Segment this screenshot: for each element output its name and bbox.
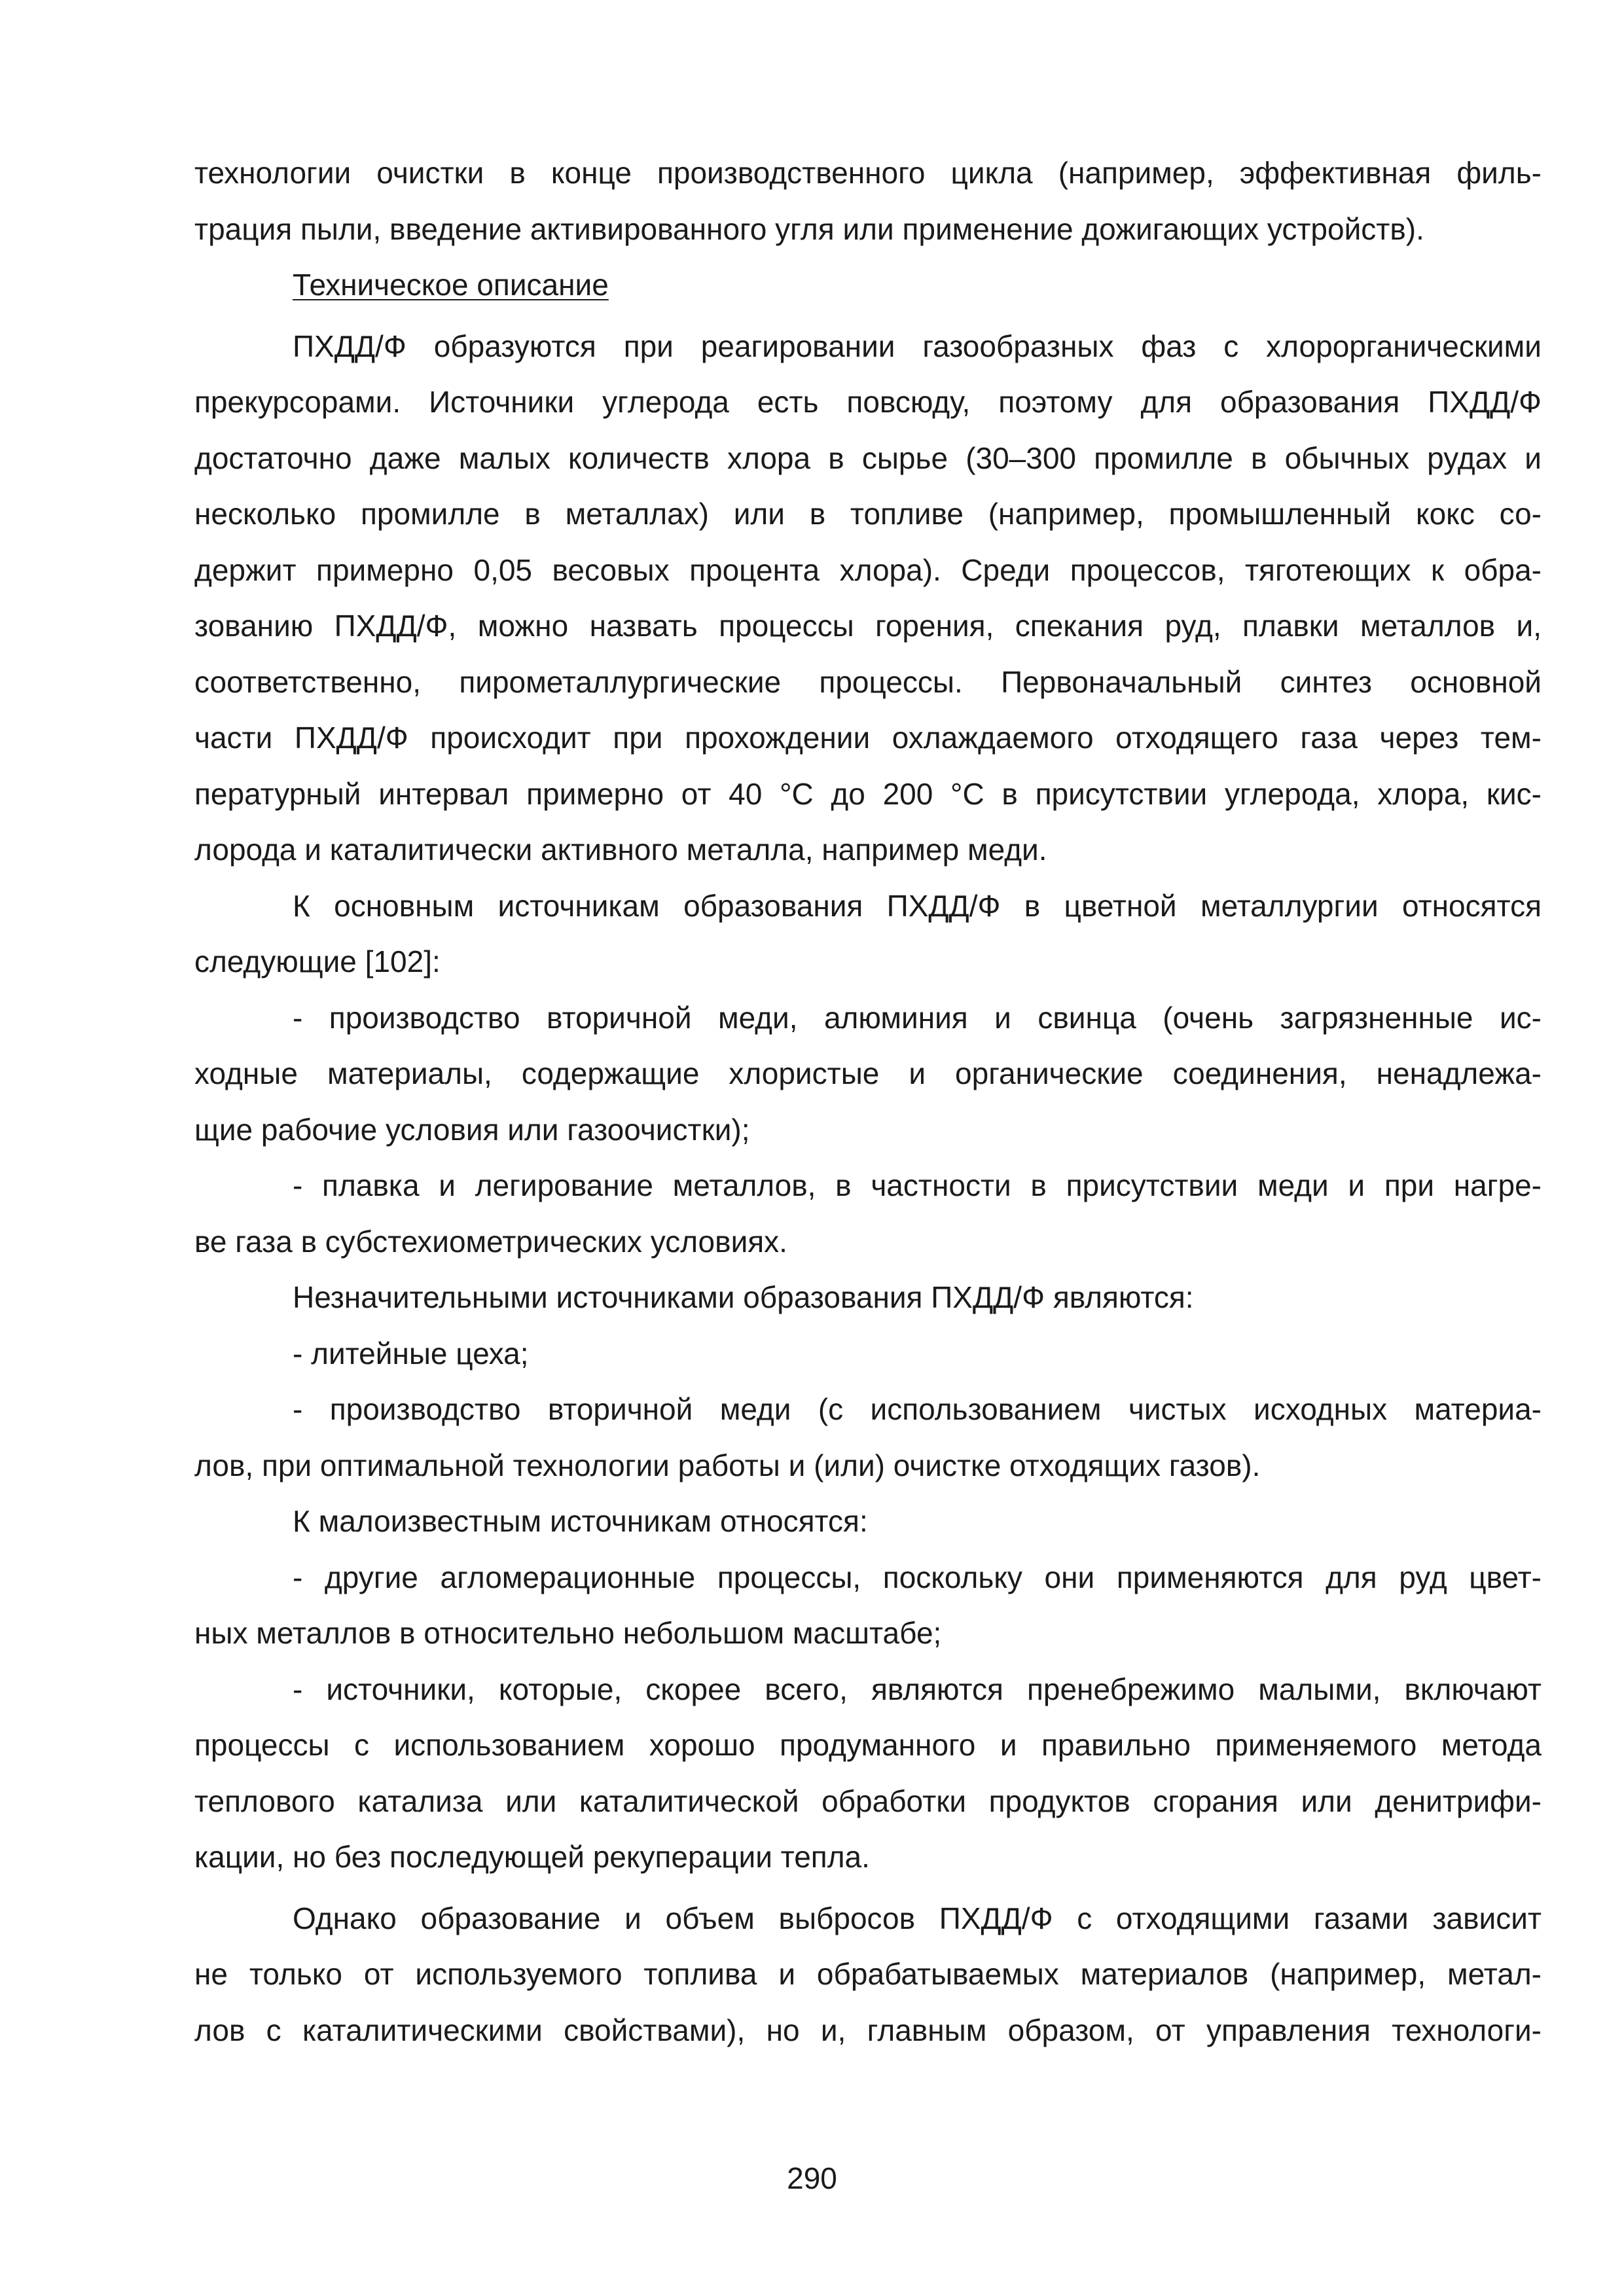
list-item-line: лов, при оптимальной технологии работы и (или) очистке отходящих газов). (194, 1448, 1261, 1482)
text-line: технологии очистки в конце производственного цикла (например, эффективная филь- (194, 156, 1542, 190)
section-heading: Техническое описание (293, 268, 609, 302)
list-item-line: - плавка и легирование металлов, в частности в присутствии меди и при нагре- (293, 1168, 1542, 1202)
text-line: трация пыли, введение активированного угля или применение дожигающих устройств). (194, 211, 1424, 246)
list-item-line: - производство вторичной меди, алюминия и свинца (очень загрязненные ис- (293, 1000, 1542, 1035)
list-item-line: ных металлов в относительно небольшом масштабе; (194, 1616, 942, 1650)
text-line: зованию ПХДД/Ф, можно назвать процессы горения, спекания руд, плавки металлов и, (194, 609, 1542, 643)
text-line: лов с каталитическими свойствами), но и, главным образом, от управления технологи- (194, 2013, 1542, 2047)
text-line: держит примерно 0,05 весовых процента хлора). Среди процессов, тяготеющих к обра- (194, 552, 1542, 587)
text-line: части ПХДД/Ф происходит при прохождении охлаждаемого отходящего газа через тем- (194, 721, 1542, 755)
page-number: 290 (787, 2161, 837, 2195)
text-line: соответственно, пирометаллургические процессы. Первоначальный синтез основной (194, 664, 1542, 699)
list-item-line: - производство вторичной меди (с использованием чистых исходных материа- (293, 1392, 1542, 1426)
text-line: пературный интервал примерно от 40 °С до 200 °С в присутствии углерода, хлора, кис- (194, 776, 1542, 811)
text-line: несколько промилле в металлах) или в топливе (например, промышленный кокс со- (194, 497, 1542, 531)
text-line: прекурсорами. Источники углерода есть повсюду, поэтому для образования ПХДД/Ф (194, 385, 1542, 419)
list-item-line: щие рабочие условия или газоочистки); (194, 1112, 750, 1147)
list-item-line: - литейные цеха; (293, 1336, 529, 1371)
text-line: Незначительными источниками образования ПХДД/Ф являются: (293, 1280, 1194, 1314)
text-line: Однако образование и объем выбросов ПХДД/Ф с отходящими газами зависит (293, 1901, 1542, 1935)
list-item-line: ве газа в субстехиометрических условиях. (194, 1224, 787, 1259)
list-item-line: процессы с использованием хорошо продуманного и правильно применяемого метода (194, 1728, 1542, 1762)
text-line: К основным источникам образования ПХДД/Ф в цветной металлургии относятся (293, 888, 1542, 923)
list-item-line: - другие агломерационные процессы, поскольку они применяются для руд цвет- (293, 1560, 1542, 1594)
text-line: лорода и каталитически активного металла, например меди. (194, 833, 1047, 867)
list-item-line: - источники, которые, скорее всего, являются пренебрежимо малыми, включают (293, 1672, 1542, 1706)
text-line: следующие [102]: (194, 944, 441, 978)
list-item-line: ходные материалы, содержащие хлористые и органические соединения, ненадлежа- (194, 1056, 1542, 1090)
document-page (194, 145, 1542, 2058)
list-item-line: кации, но без последующей рекуперации тепла. (194, 1840, 870, 1874)
list-item-line: теплового катализа или каталитической обработки продуктов сгорания или денитрифи- (194, 1784, 1542, 1818)
text-line: ПХДД/Ф образуются при реагировании газообразных фаз с хлорорганическими (293, 329, 1542, 363)
text-line: К малоизвестным источникам относятся: (293, 1504, 868, 1538)
text-line: достаточно даже малых количеств хлора в сырье (30–300 промилле в обычных рудах и (194, 440, 1542, 475)
text-line: не только от используемого топлива и обрабатываемых материалов (например, метал- (194, 1957, 1542, 1991)
